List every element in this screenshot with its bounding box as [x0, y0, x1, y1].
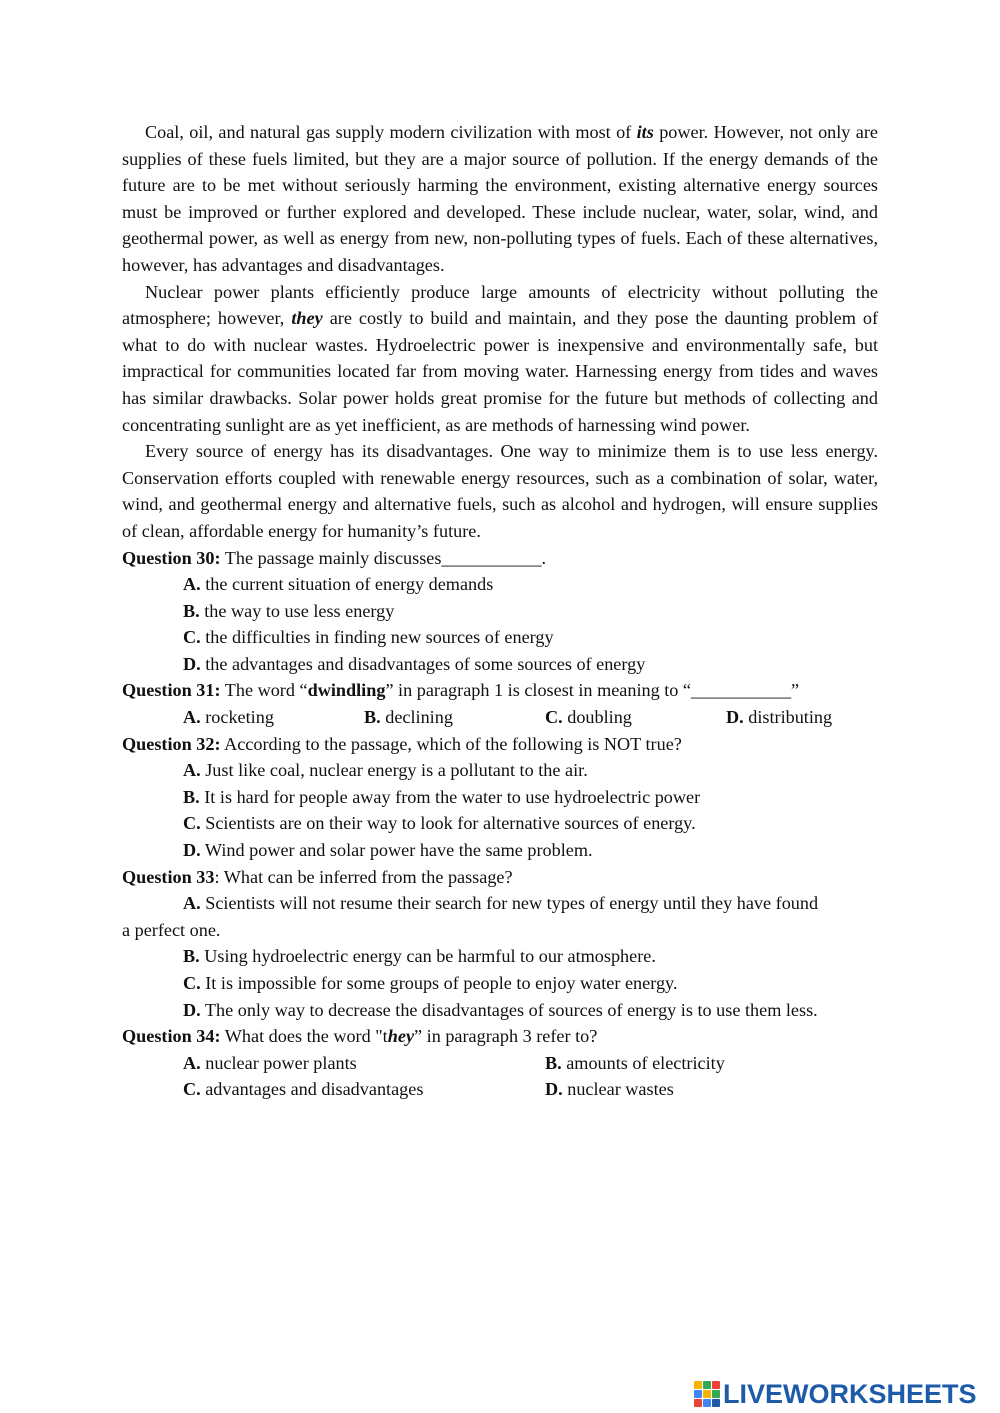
question-30-text: The passage mainly discusses___________. — [220, 547, 547, 568]
question-31-label: Question 31: — [122, 680, 221, 701]
option-text: The only way to decrease the disadvantages of sources of energy is to use them less. — [200, 999, 818, 1020]
q32-option-a[interactable] — [122, 757, 878, 784]
liveworksheets-logo-icon — [693, 1380, 721, 1408]
option-letter: A. — [183, 707, 201, 728]
q33-option-c[interactable] — [122, 970, 878, 997]
option-letter: B. — [545, 1052, 562, 1073]
option-letter: D. — [183, 999, 201, 1020]
option-text: Scientists will not resume their search for new types of energy until they have found — [200, 893, 819, 914]
option-text: Wind power and solar power have the same problem. — [200, 840, 593, 861]
passage-paragraph-2 — [122, 279, 878, 439]
question-33-label: Question 33 — [122, 866, 215, 887]
option-letter: D. — [726, 707, 744, 728]
option-letter: B. — [183, 600, 200, 621]
q31-option-d[interactable] — [726, 704, 832, 731]
question-31-text-b: ” in paragraph 1 is closest in meaning to “___________” — [385, 680, 800, 701]
option-letter: A. — [183, 760, 201, 781]
option-letter: C. — [545, 707, 563, 728]
option-text: Using hydroelectric energy can be harmful to our atmosphere. — [199, 946, 656, 967]
q34-options-row-1 — [122, 1050, 878, 1077]
option-text: advantages and disadvantages — [200, 1079, 424, 1100]
option-text: amounts of electricity — [561, 1052, 725, 1073]
q30-option-c[interactable] — [122, 624, 878, 651]
q34-option-c[interactable] — [183, 1076, 545, 1103]
q33-option-d[interactable] — [122, 997, 878, 1024]
q31-option-a[interactable] — [183, 704, 364, 731]
q34-options-row-2 — [122, 1076, 878, 1103]
q31-option-b[interactable] — [364, 704, 545, 731]
question-32-label: Question 32: — [122, 733, 221, 754]
passage-paragraph-1 — [122, 119, 878, 279]
question-30 — [122, 545, 878, 572]
question-30-label: Question 30: — [122, 547, 221, 568]
option-text: rocketing — [200, 707, 274, 728]
q33-option-a[interactable] — [122, 890, 878, 917]
q33-option-a-continued[interactable]: a perfect one. — [122, 919, 221, 940]
q34-option-b[interactable] — [545, 1050, 725, 1077]
option-letter: C. — [183, 973, 201, 993]
option-text: distributing — [743, 707, 833, 728]
q33-option-b[interactable] — [122, 943, 878, 970]
logo-text: LIVEWORKSHEETS — [723, 1378, 977, 1409]
q30-option-a[interactable] — [122, 571, 878, 598]
question-33 — [122, 864, 878, 891]
passage-paragraph-3: Every source of energy has its disadvantages. One way to minimize them is to use less energy. Conservation efforts coupled with renewable energy resources, such as a combination of solar, water, wind, and geothermal energy and alternative fuels, such as alcohol and hydrogen, will ensure supplies of clean, affordable energy for humanity’s future. — [122, 441, 878, 541]
option-text: the difficulties in finding new sources of energy — [200, 627, 554, 648]
option-letter: A. — [183, 1052, 201, 1073]
option-text: the advantages and disadvantages of some sources of energy — [200, 653, 646, 674]
option-letter: D. — [183, 653, 201, 674]
option-letter: C. — [183, 813, 201, 834]
question-34 — [122, 1023, 878, 1050]
option-letter: D. — [183, 840, 201, 861]
question-33-text: : What can be inferred from the passage? — [214, 866, 513, 887]
question-34-text-b: ” in paragraph 3 refer to? — [414, 1026, 598, 1047]
option-text: Scientists are on their way to look for alternative sources of energy. — [200, 813, 696, 834]
question-31-keyword: dwindling — [307, 680, 386, 701]
p2-text-b: are costly to build and maintain, and they pose the daunting problem of what to do with nuclear wastes. Hydroelectric power is inexpensive and environmentally safe, but impractical for communities located far from moving water. Harnessing energy from tides and waves has similar drawbacks. Solar power holds great promise for the future but methods of collecting and concentrating sunlight are as yet inefficient, as are methods of harnessing wind power. — [122, 308, 878, 435]
q34-option-d[interactable] — [545, 1076, 674, 1103]
option-letter: D. — [545, 1079, 563, 1100]
q32-option-d[interactable] — [122, 837, 878, 864]
option-text: the current situation of energy demands — [200, 574, 494, 595]
option-text: nuclear wastes — [562, 1079, 674, 1100]
q30-option-b[interactable] — [122, 598, 878, 625]
q34-option-a[interactable] — [183, 1050, 545, 1077]
option-letter: A. — [183, 574, 201, 595]
option-text: the way to use less energy — [199, 600, 395, 621]
option-text: It is impossible for some groups of people to enjoy water energy. — [200, 973, 678, 993]
option-text: Just like coal, nuclear energy is a pollutant to the air. — [200, 760, 588, 781]
worksheet-page — [122, 119, 878, 1103]
option-letter: B. — [183, 946, 200, 967]
question-34-text-a: What does the word "t — [220, 1026, 388, 1047]
q31-options-row — [122, 704, 878, 731]
q32-option-b[interactable] — [122, 784, 878, 811]
p2-emphasis-they: they — [291, 308, 323, 329]
q30-option-d[interactable] — [122, 651, 878, 678]
q31-option-c[interactable] — [545, 704, 726, 731]
option-letter: B. — [364, 707, 381, 728]
question-32 — [122, 731, 878, 758]
p1-text-a: Coal, oil, and natural gas supply modern civilization with most of — [145, 122, 637, 142]
liveworksheets-logo[interactable] — [693, 1378, 977, 1410]
p2-text-a: Nuclear power plants efficiently produce large amounts of electricity without polluting the atmosphere; however, — [122, 281, 878, 329]
option-text: doubling — [562, 707, 632, 728]
option-text: It is hard for people away from the water to use hydroelectric power — [199, 786, 701, 807]
question-31 — [122, 677, 878, 704]
question-34-keyword: hey — [387, 1026, 415, 1047]
p1-text-b: power. However, not only are supplies of these fuels limited, but they are a major source of pollution. If the energy demands of the future are to be met without seriously harming the environment, existing alternative energy sources must be improved or further explored and developed. These include nuclear, water, solar, wind, and geothermal power, as well as energy from new, non-polluting types of fuels. Each of these alternatives, however, has advantages and disadvantages. — [122, 122, 878, 275]
option-letter: A. — [183, 893, 201, 914]
q32-option-c[interactable] — [122, 810, 878, 837]
question-34-label: Question 34: — [122, 1026, 221, 1047]
option-text: declining — [380, 707, 453, 728]
option-letter: B. — [183, 786, 200, 807]
question-32-text: According to the passage, which of the following is NOT true? — [220, 733, 682, 754]
p1-emphasis-its: its — [636, 122, 654, 142]
option-letter: C. — [183, 627, 201, 648]
question-31-text-a: The word “ — [220, 680, 308, 701]
option-letter: C. — [183, 1079, 201, 1100]
option-text: nuclear power plants — [200, 1052, 357, 1073]
